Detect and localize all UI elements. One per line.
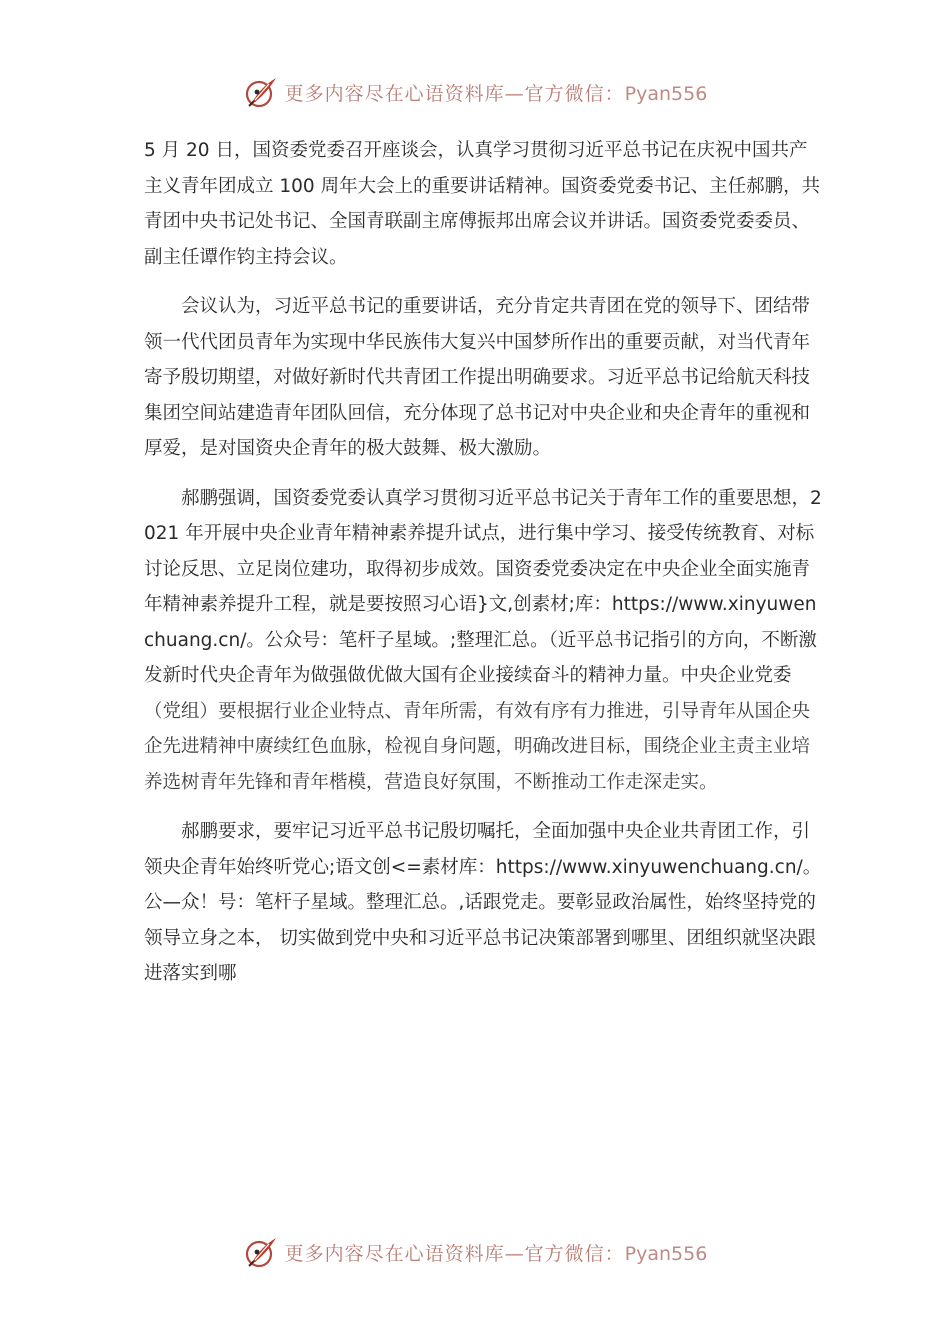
paragraph-2: 会议认为，习近平总书记的重要讲话，充分肯定共青团在党的领导下、团结带领一代代团员青年为实现中华民族伟大复兴中国梦所作出的重要贡献，对当代青年寄予殷切期望，对做好新时代共青团工作提出明确要求。习近平总书记给航天科技集团空间站建造青年团队回信，充分体现了总书记对中央企业和央企青年的重视和厚爱，是对国资央企青年的极大鼓舞、极大激励。	[144, 296, 811, 459]
header-wechat-id: Pyan556	[624, 82, 708, 105]
document-body	[144, 133, 824, 1006]
header-banner-text: 更多内容尽在心语资料库—官方微信：Pyan556	[284, 82, 708, 105]
footer-banner	[0, 1232, 950, 1272]
paragraph-3: 郝鹏强调，国资委党委认真学习贯彻习近平总书记关于青年工作的重要思想，2021 年开展中央企业青年精神素养提升试点，进行集中学习、接受传统教育、对标讨论反思、立足岗位建功，取得初步成效。国资委党委决定在中央企业全面实施青年精神素养提升工程，就是要按照习心语}文,创素材;库：https://www.xinyuwenchuang.cn/。公众号：笔杆子星域。;整理汇总。（近平总书记指引的方向，不断激发新时代央企青年为做强做优做大国有企业接续奋斗的精神力量。中央企业党委	[144, 487, 822, 686]
quill-pen-logo-icon	[243, 74, 279, 110]
paragraph-4: （党组）要根据行业企业特点、青年所需，有效有序有力推进，引导青年从国企央企先进精神中赓续红色血脉，检视自身问题，明确改进目标，围绕企业主责主业培养选树青年先锋和青年楷模，营造良好氛围，不断推动工作走深走实。	[144, 700, 811, 793]
paragraph-5: 郝鹏要求，要牢记习近平总书记殷切嘱托，全面加强中央企业共青团工作，引领央企青年始终听党心;语文创<=素材库：https://www.xinyuwenchuang.cn/。公—众！号：笔杆子星域。整理汇总。,话跟党走。要彰显政治属性，始终坚持党的领导立身之本， 切实做到党中央和习近平总书记决策部署到哪里、团组织就坚决跟进落实到哪	[144, 821, 822, 984]
header-banner	[0, 72, 950, 112]
footer-wechat-id: Pyan556	[624, 1242, 708, 1265]
footer-banner-text: 更多内容尽在心语资料库—官方微信：Pyan556	[284, 1242, 708, 1265]
paragraph-1: 5 月 20 日，国资委党委召开座谈会，认真学习贯彻习近平总书记在庆祝中国共产主义青年团成立 100 周年大会上的重要讲话精神。国资委党委书记、主任郝鹏，共青团中央书记处书记、全国青联副主席傅振邦出席会议并讲话。国资委党委委员、副主任谭作钧主持会议。	[144, 140, 821, 268]
quill-pen-logo-icon	[243, 1234, 279, 1270]
